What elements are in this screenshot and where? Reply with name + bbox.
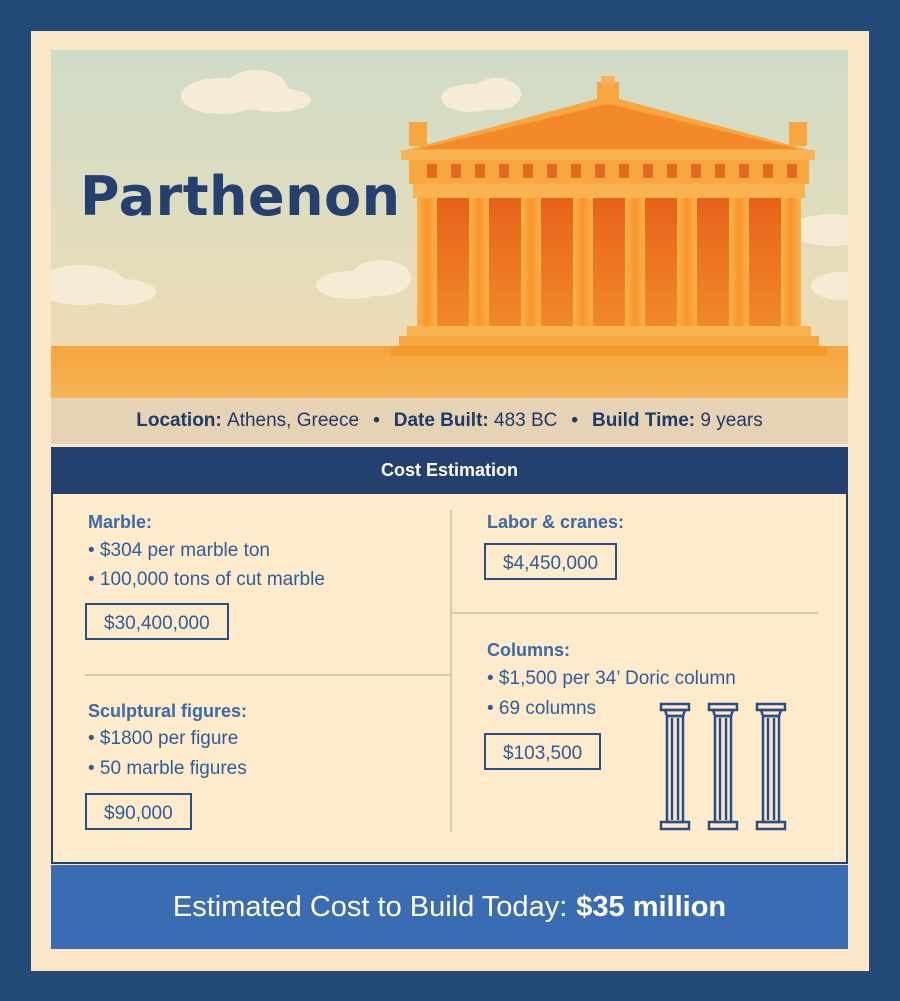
horizontal-divider-left (85, 674, 450, 676)
doric-columns-icon (657, 702, 797, 834)
marble-price: $30,400,000 (85, 603, 229, 640)
labor-price: $4,450,000 (484, 543, 617, 580)
cost-estimation-header: Cost Estimation (51, 447, 848, 494)
info-bar (51, 398, 848, 444)
columns-title: Columns: (487, 640, 570, 660)
build-time-label: Build Time: (592, 410, 696, 431)
sculptural-bullet: • 50 marble figures (88, 758, 247, 779)
location-label: Location: (136, 410, 222, 431)
sculptural-bullet: • $1800 per figure (88, 728, 239, 749)
horizontal-divider-right (452, 612, 818, 614)
columns-bullet: • $1,500 per 34’ Doric column (487, 668, 736, 689)
marble-bullet: • 100,000 tons of cut marble (88, 569, 325, 590)
columns-bullet: • 69 columns (487, 698, 597, 719)
page-title: Parthenon (80, 165, 401, 228)
separator: • (373, 410, 380, 431)
sculptural-title: Sculptural figures: (88, 701, 248, 721)
sculptural-price: $90,000 (85, 793, 192, 830)
footer-label: Estimated Cost to Build Today: (172, 890, 568, 923)
labor-title: Labor & cranes: (487, 512, 625, 532)
vertical-divider (450, 510, 452, 832)
footer-value: $35 million (576, 890, 727, 923)
cost-estimation-panel (51, 494, 848, 864)
marble-bullet: • $304 per marble ton (88, 540, 270, 561)
date-value: 483 BC (494, 410, 558, 431)
date-label: Date Built: (393, 410, 489, 431)
columns-price: $103,500 (484, 733, 601, 770)
separator: • (571, 410, 579, 431)
build-time-value: 9 years (700, 410, 763, 431)
location-value: Athens, Greece (227, 410, 360, 431)
marble-title: Marble: (88, 512, 153, 532)
estimated-cost-footer (51, 865, 848, 949)
